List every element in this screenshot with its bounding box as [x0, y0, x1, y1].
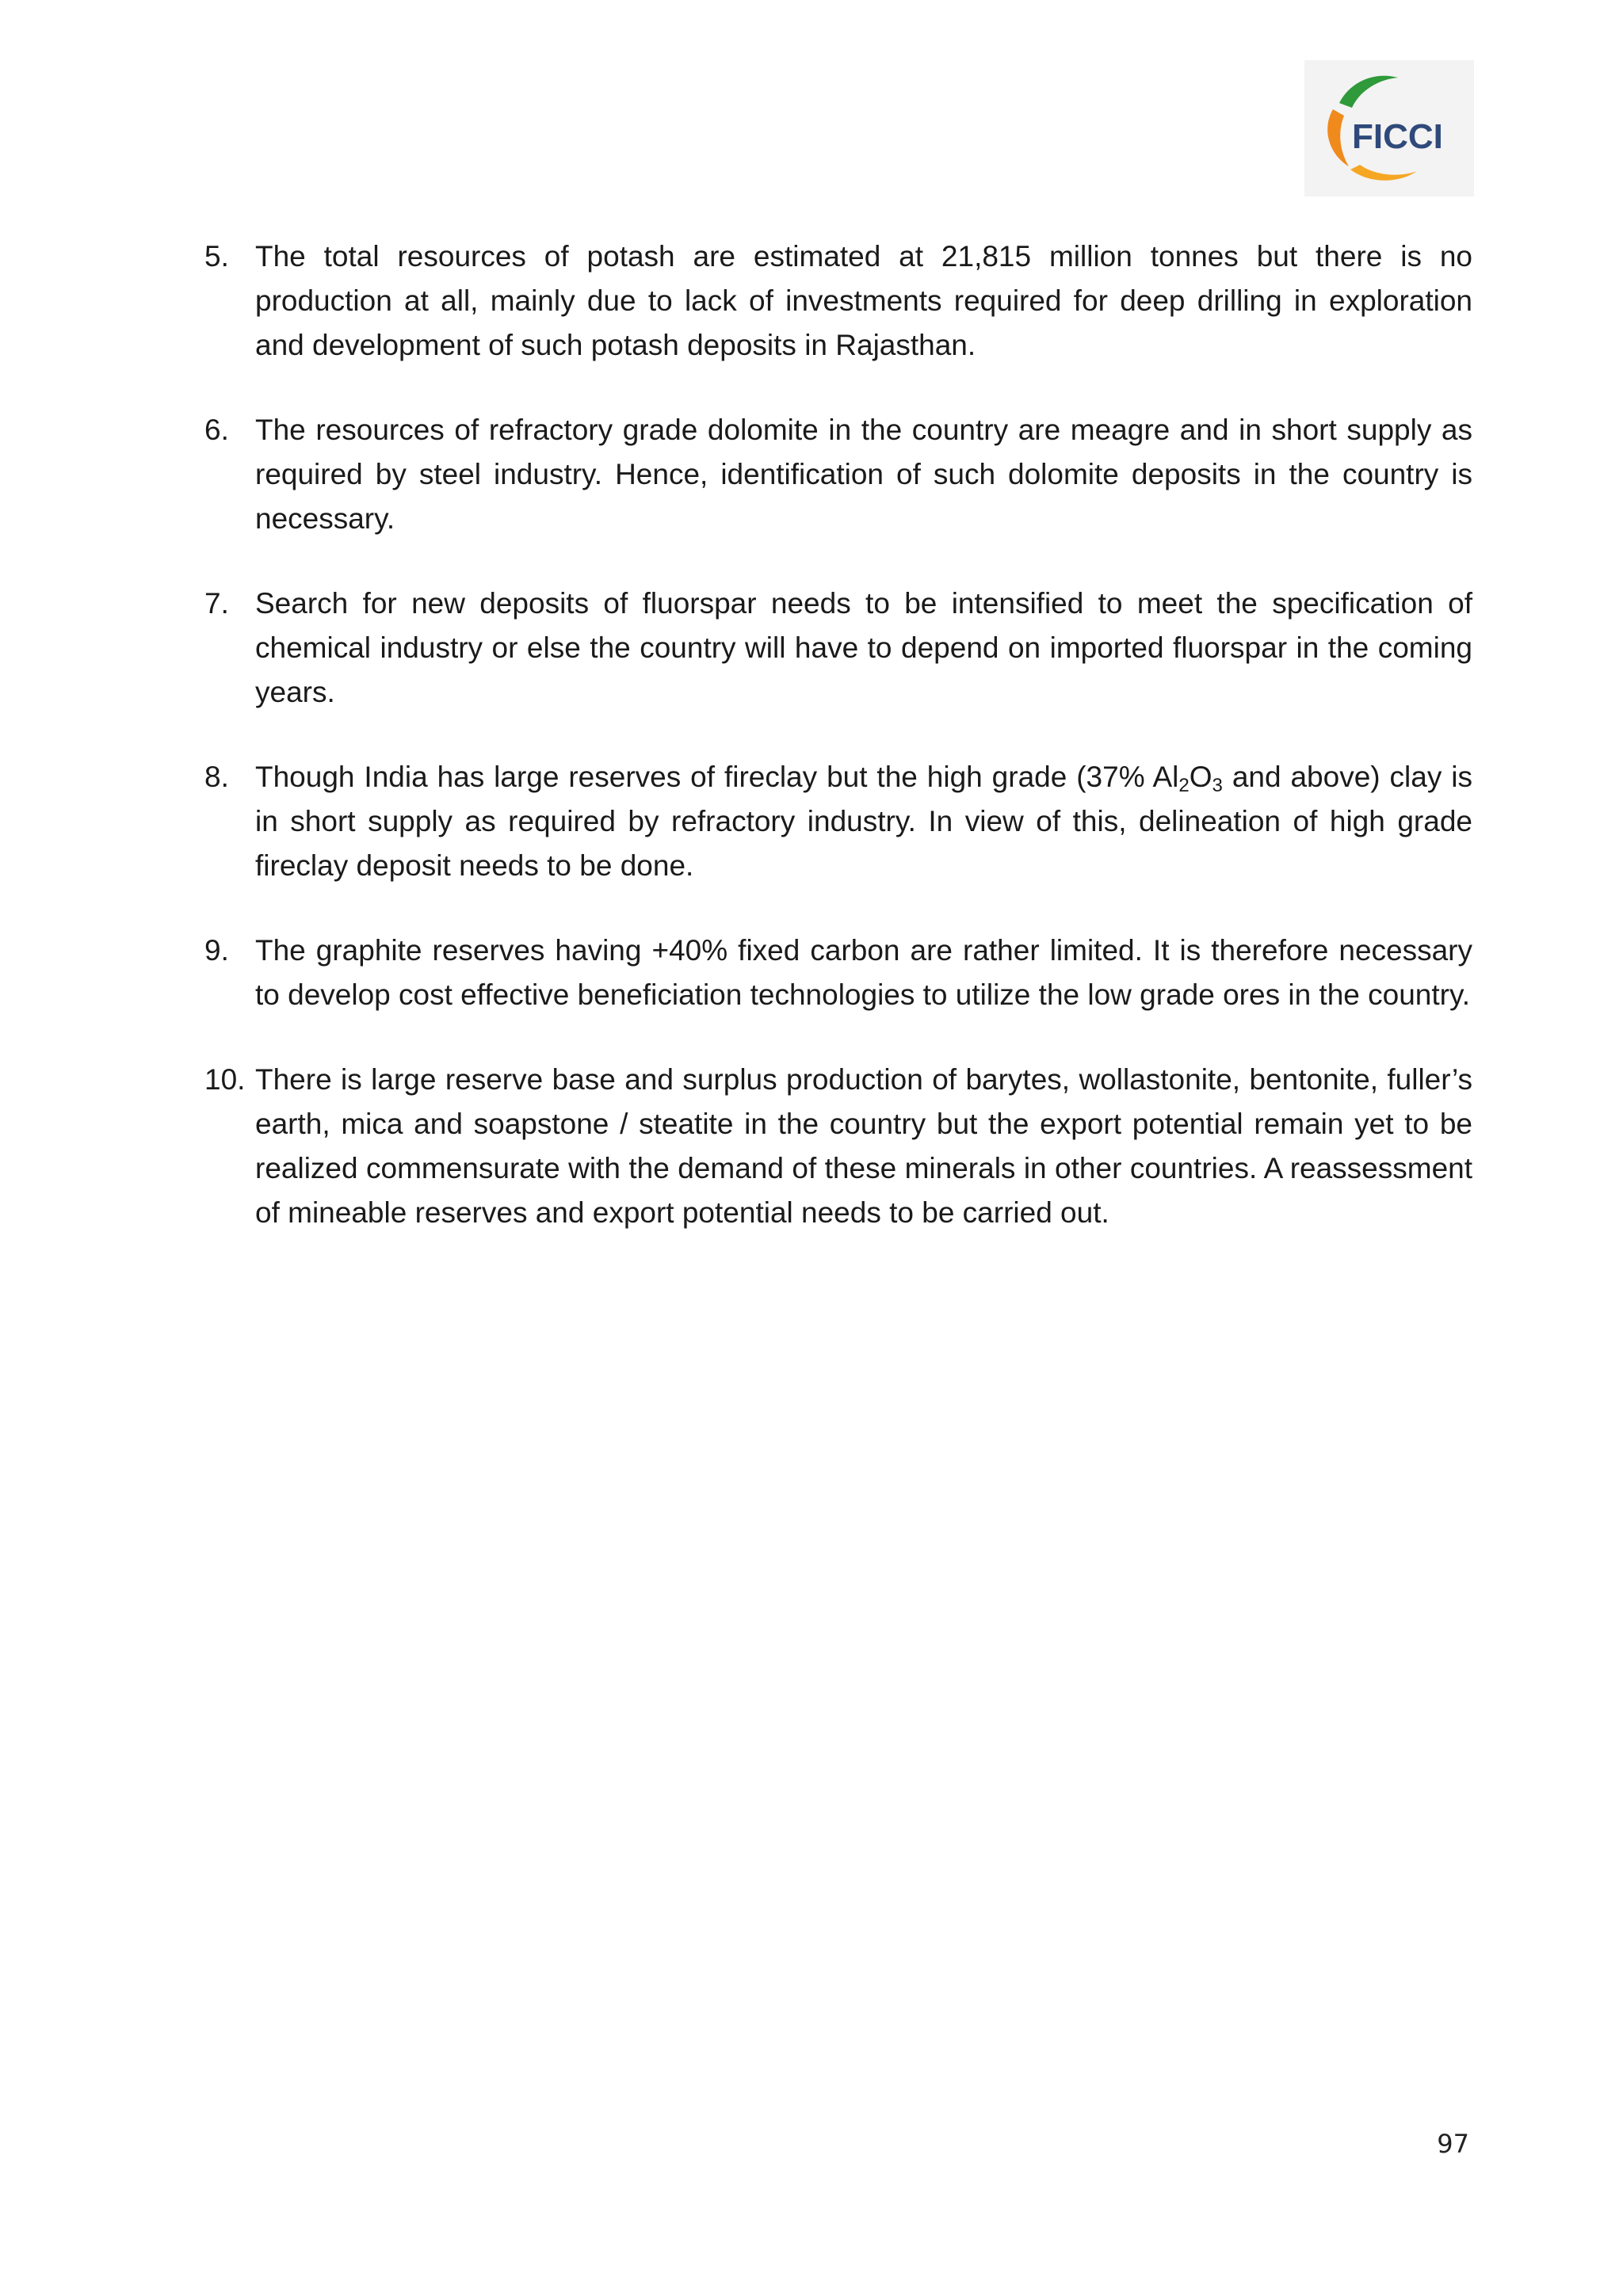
item-text: The resources of refractory grade dolomite in the country are meagre and in short supply as required by steel industry. Hence, identification of such dolomite deposits in the country is necessary.: [255, 414, 1472, 535]
list-item-10: [204, 1058, 1472, 1235]
subscript-3: 3: [1212, 775, 1223, 796]
list-item-7: [204, 582, 1472, 715]
list-item-5: [204, 235, 1472, 368]
item-number: 10.: [204, 1063, 246, 1096]
item-number: 8.: [204, 761, 229, 793]
logo-text: FICCI: [1352, 117, 1443, 156]
item-number: 6.: [204, 414, 229, 446]
subscript-2: 2: [1178, 775, 1190, 796]
item-number: 5.: [204, 240, 229, 273]
item-text: The graphite reserves having +40% fixed carbon are rather limited. It is therefore necessary to develop cost effective beneficiation technologies to utilize the low grade ores in the country.: [255, 934, 1472, 1011]
item-number: 7.: [204, 587, 229, 620]
page-number: 97: [1437, 2129, 1469, 2159]
item-number: 9.: [204, 934, 229, 967]
item-text: Search for new deposits of fluorspar needs to be intensified to meet the specification of chemical industry or else the country will have to depend on imported fluorspar in the coming years.: [255, 587, 1472, 708]
ficci-logo: [1304, 60, 1474, 196]
ficci-logo-graphic: [1304, 60, 1474, 196]
list-item-6: [204, 408, 1472, 541]
item-text: There is large reserve base and surplus production of barytes, wollastonite, bentonite, fuller’s earth, mica and soapstone / steatite in the country but the export potential remain yet to be realized commensurate with the demand of these minerals in other countries. A reassessment of mineable reserves and export potential needs to be carried out.: [255, 1063, 1472, 1229]
item-text-before: Though India has large reserves of fireclay but the high grade (37% Al: [255, 761, 1179, 793]
list-item-9: [204, 929, 1472, 1017]
list-item-8: [204, 755, 1472, 888]
recommendations-list: [204, 235, 1472, 1276]
item-text: The total resources of potash are estimated at 21,815 million tonnes but there is no production at all, mainly due to lack of investments required for deep drilling in exploration and development of such potash deposits in Rajasthan.: [255, 240, 1472, 361]
item-text: [255, 755, 1472, 888]
item-text-after: and above) clay is in short supply as required by refractory industry. In view of this, delineation of high grade fireclay deposit needs to be done.: [255, 761, 1472, 882]
item-text-mid: O: [1189, 761, 1212, 793]
